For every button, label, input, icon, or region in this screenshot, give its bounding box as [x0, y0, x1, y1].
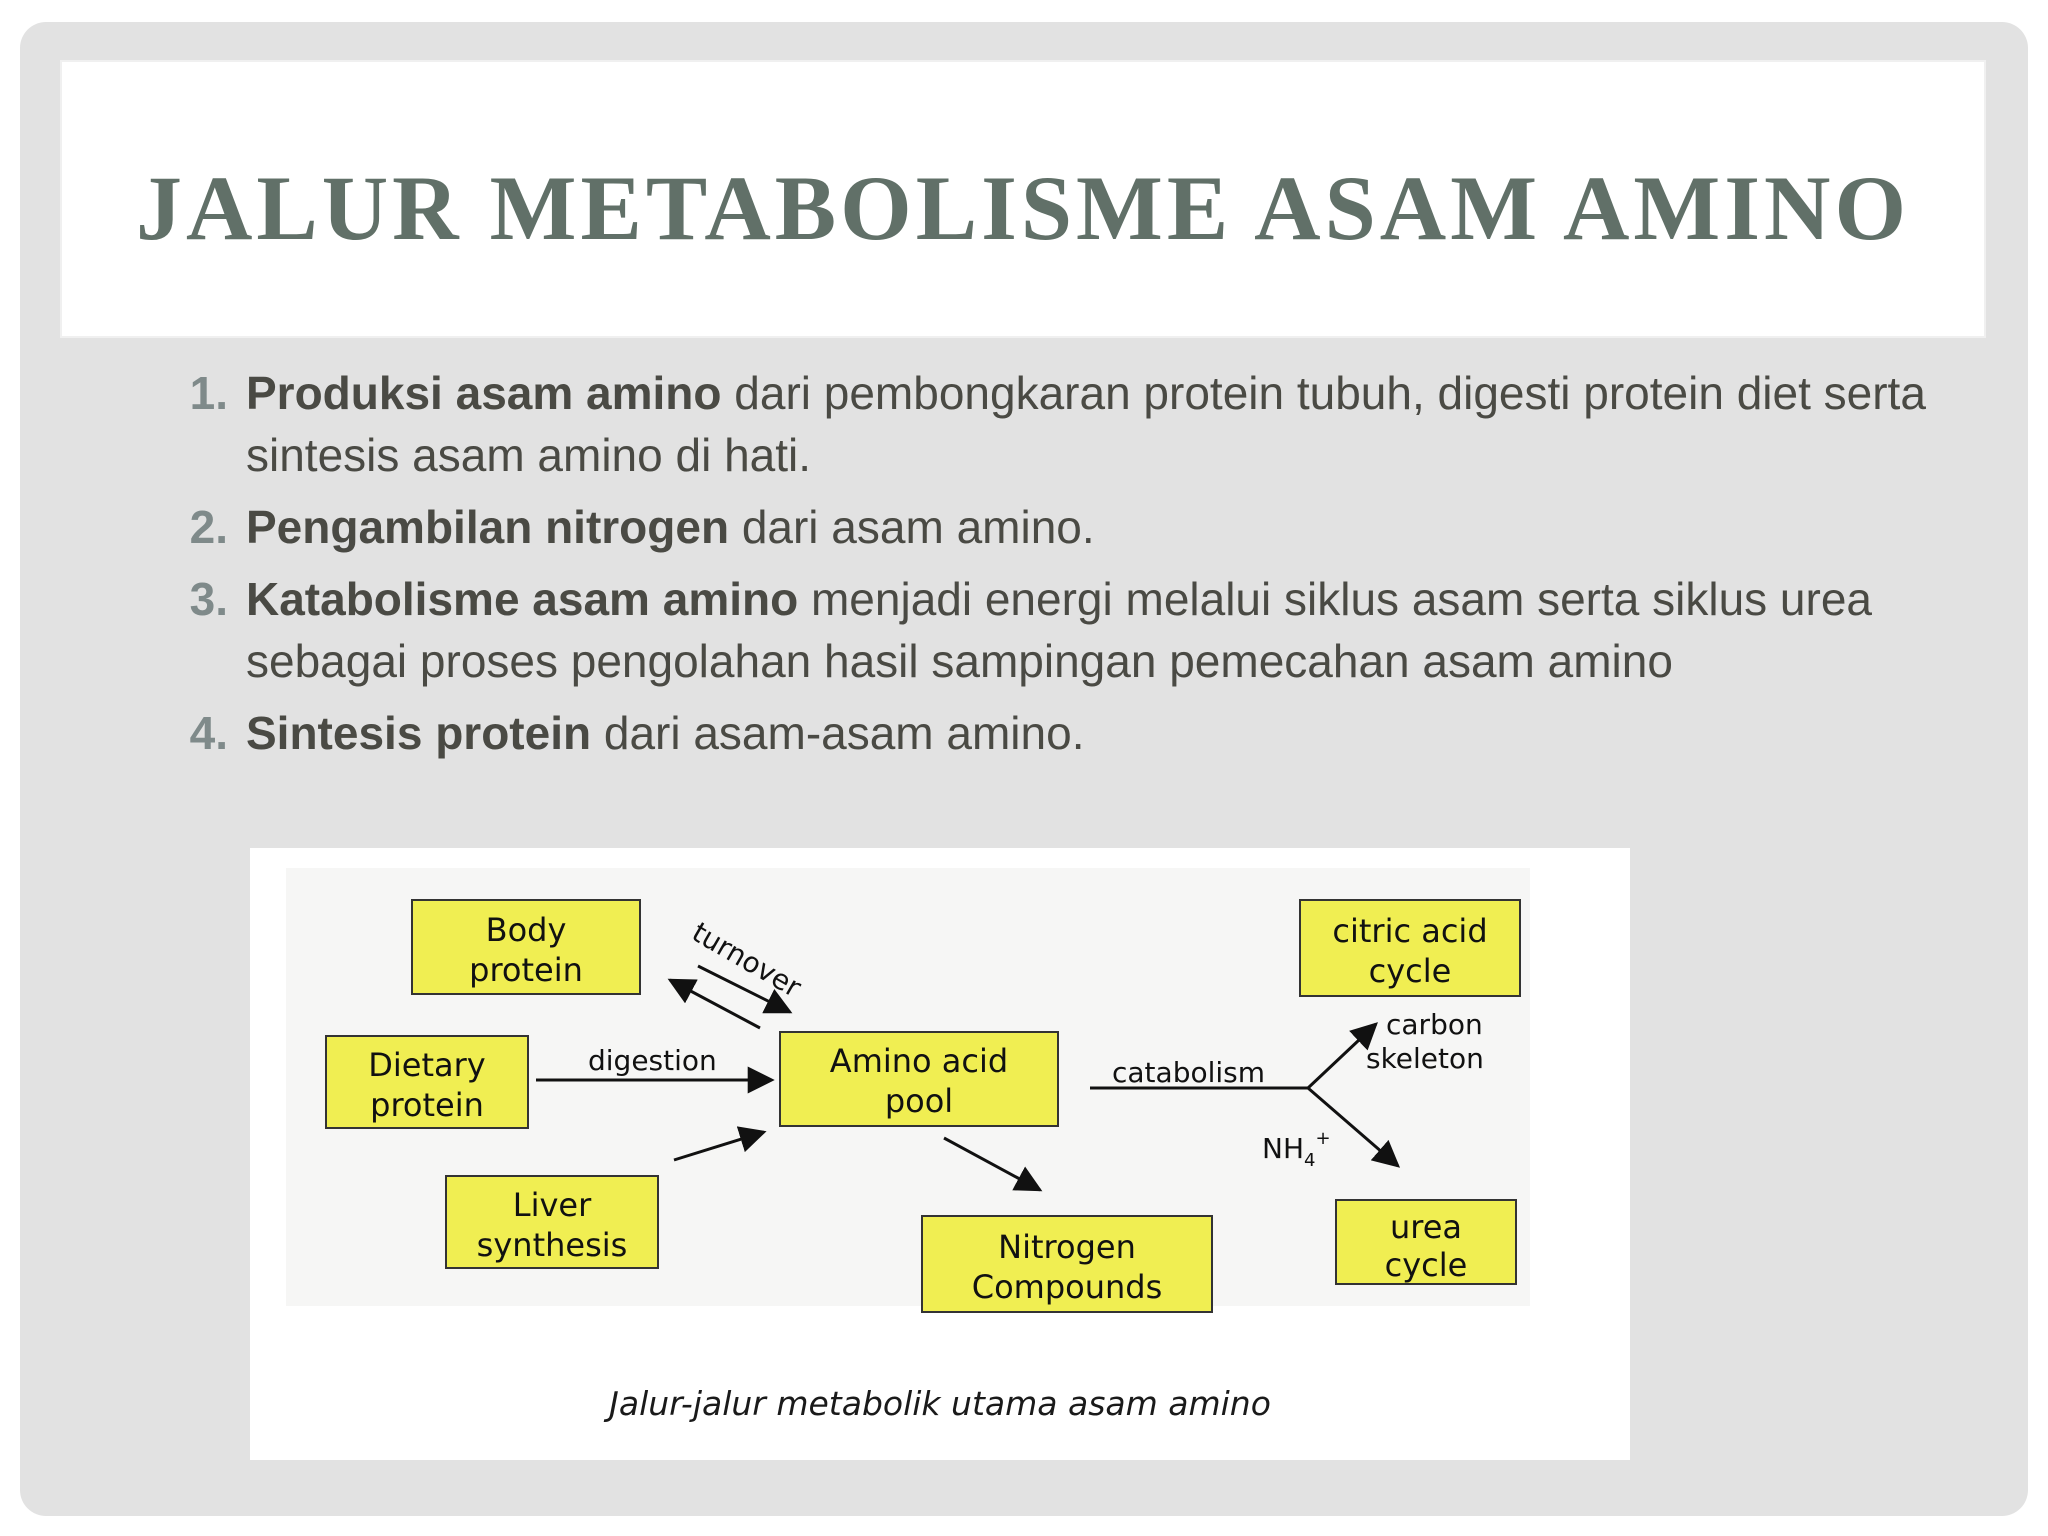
title-box [62, 62, 1984, 336]
box-body-protein [412, 900, 640, 994]
box-body-protein-line2: protein [469, 951, 583, 989]
box-urea-cycle [1336, 1200, 1516, 1284]
label-nh4: $NH_4^+$ [1262, 1128, 1331, 1171]
box-nitrogen-compounds [922, 1216, 1212, 1312]
label-digestion: digestion [588, 1044, 717, 1077]
list-item [148, 362, 1968, 486]
box-amino-acid-pool [780, 1032, 1058, 1126]
list-number: 4. [189, 707, 228, 759]
list-number: 2. [189, 501, 228, 553]
slide-title: JALUR METABOLISME ASAM AMINO [135, 157, 1911, 259]
list-number: 1. [189, 367, 228, 419]
box-citric-acid-cycle-line2: cycle [1368, 952, 1452, 990]
figure-caption: Jalur-jalur metabolik utama asam amino [609, 1384, 1271, 1423]
list-item-text: dari asam-asam amino. [591, 707, 1085, 759]
list-number: 3. [189, 573, 228, 625]
box-citric-acid-cycle-line1: citric acid [1332, 912, 1488, 950]
box-nitrogen-compounds-line2: Compounds [971, 1268, 1163, 1306]
arrow-pool-to-nitrogen [944, 1138, 1040, 1190]
list-item-heading: Sintesis protein [246, 707, 592, 759]
box-citric-acid-cycle [1300, 900, 1520, 996]
list-item-text: menjadi energi melalui siklus asam serta siklus urea sebagai proses pengolahan hasil sampingan pemecahan asam amino [246, 573, 1872, 687]
box-urea-cycle-line1: urea [1389, 1208, 1463, 1246]
label-skeleton: skeleton [1366, 1042, 1484, 1075]
box-dietary-protein-line2: protein [370, 1086, 484, 1124]
figure [250, 848, 1630, 1460]
list-item-text: dari asam amino. [729, 501, 1095, 553]
box-body-protein-line1: Body [485, 911, 567, 949]
label-turnover: turnover [686, 915, 807, 1005]
list-item [148, 702, 1968, 764]
list-item [148, 568, 1968, 692]
label-catabolism: catabolism [1112, 1056, 1266, 1089]
list-item-heading: Produksi asam amino [246, 367, 722, 419]
list-item-heading: Katabolisme asam amino [246, 573, 799, 625]
box-dietary-protein-line1: Dietary [368, 1046, 486, 1084]
box-liver-synthesis [446, 1176, 658, 1268]
box-nitrogen-compounds-line1: Nitrogen [998, 1228, 1136, 1266]
list-item-text: dari pembongkaran protein tubuh, digesti protein diet serta sintesis asam amino di hati. [246, 367, 1926, 481]
box-amino-acid-pool-line1: Amino acid [829, 1042, 1009, 1080]
arrow-liver-to-pool [674, 1132, 764, 1160]
box-liver-synthesis-line1: Liver [512, 1186, 592, 1224]
arrow-pool-to-body-protein [670, 980, 760, 1028]
box-urea-cycle-line2: cycle [1384, 1246, 1468, 1284]
metabolism-diagram [250, 848, 1630, 1348]
label-carbon: carbon [1386, 1008, 1483, 1041]
numbered-list [148, 362, 1968, 774]
box-dietary-protein [326, 1036, 528, 1128]
list-item [148, 496, 1968, 558]
list-item-heading: Pengambilan nitrogen [246, 501, 730, 553]
slide [20, 22, 2028, 1516]
box-amino-acid-pool-line2: pool [884, 1082, 954, 1120]
box-liver-synthesis-line2: synthesis [476, 1226, 628, 1264]
arrow-to-urea-cycle [1308, 1088, 1398, 1166]
